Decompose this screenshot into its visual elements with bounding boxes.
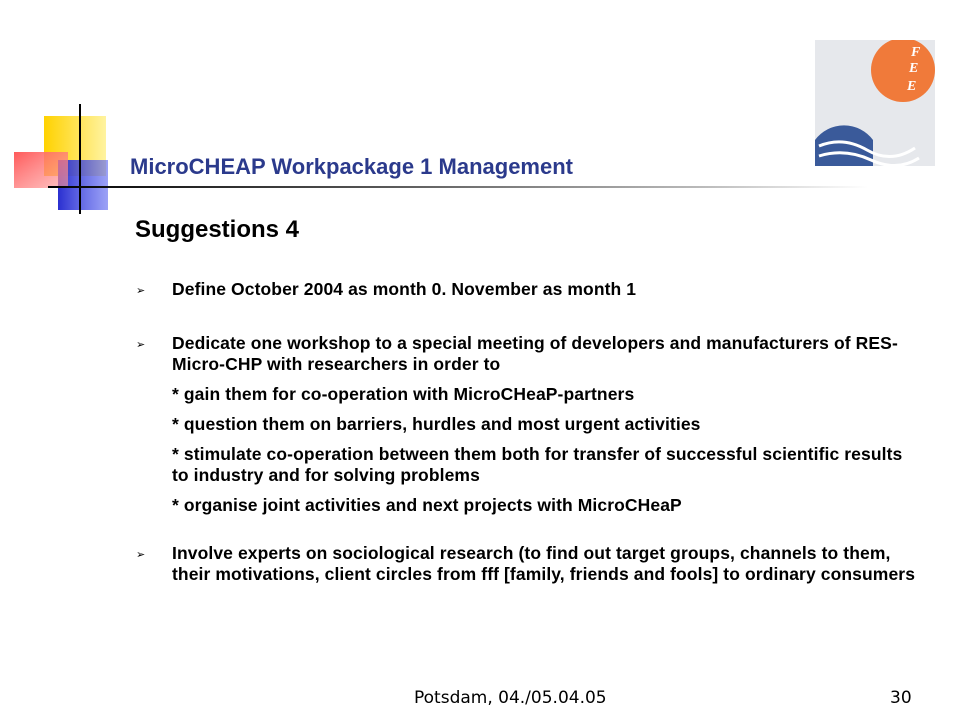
logo-letter-e2: E — [907, 79, 917, 94]
bullet-text: Dedicate one workshop to a special meeting of developers and manufacturers of RES-Micro-CHP with researchers in order to — [172, 333, 898, 374]
bullet-subitem: * stimulate co-operation between them both for transfer of successful scientific results to industry and for solving problems — [172, 444, 903, 485]
footer-location-date: Potsdam, 04./05.04.05 — [414, 688, 607, 708]
slide-subtitle: Suggestions 4 — [135, 216, 300, 243]
bullet-arrow-icon: ➢ — [136, 339, 146, 351]
deco-red-square — [14, 152, 68, 188]
fee-logo — [815, 40, 935, 166]
bullet-item — [136, 333, 916, 516]
logo-letter-f: F — [911, 45, 921, 60]
slide-title: MicroCHEAP Workpackage 1 Management — [130, 154, 573, 179]
footer-page-number: 30 — [890, 688, 912, 708]
title-divider — [48, 186, 868, 188]
bullet-subitem: * question them on barriers, hurdles and most urgent activities — [172, 414, 701, 434]
bullet-text: Involve experts on sociological research (to find out target groups, channels to them, their motivations, client circles from fff [family, friends and fools] to ordinary consumers — [172, 543, 916, 584]
bullet-arrow-icon: ➢ — [136, 549, 146, 561]
bullet-item — [136, 543, 916, 585]
decorative-corner-graphic — [0, 0, 140, 230]
bullet-subitem: * gain them for co-operation with MicroCHeaP-partners — [172, 384, 635, 404]
bullet-subitem: * organise joint activities and next projects with MicroCHeaP — [172, 495, 682, 515]
bullet-arrow-icon: ➢ — [136, 285, 146, 297]
logo-letter-e1: E — [909, 61, 919, 76]
bullet-text: Define October 2004 as month 0. November as month 1 — [172, 279, 637, 299]
bullet-item — [136, 279, 916, 300]
